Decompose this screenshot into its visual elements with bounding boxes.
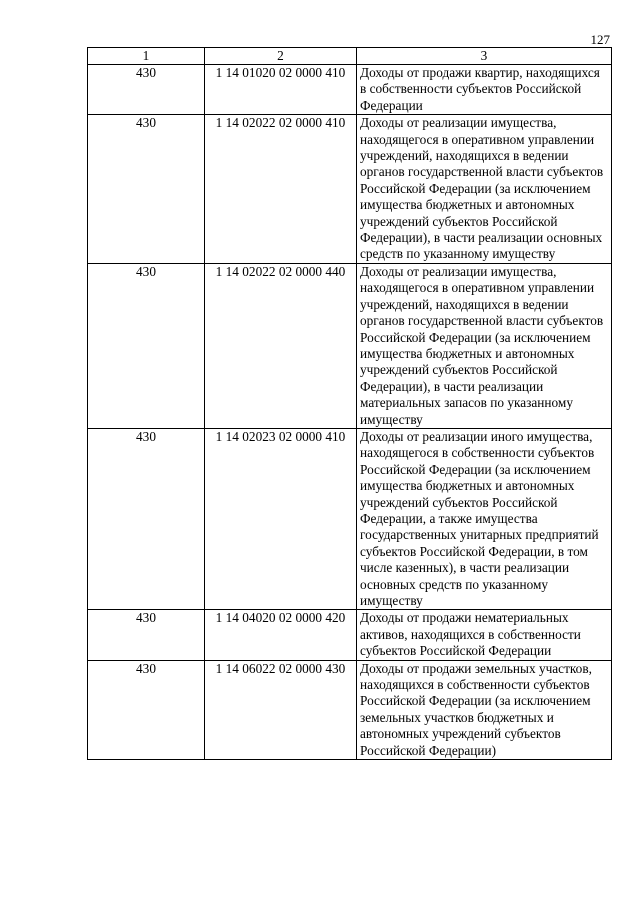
budget-code-cell: 1 14 04020 02 0000 420 — [205, 610, 357, 660]
budget-code-cell: 1 14 06022 02 0000 430 — [205, 660, 357, 759]
budget-code-cell: 1 14 01020 02 0000 410 — [205, 65, 357, 115]
admin-code-cell: 430 — [88, 660, 205, 759]
column-header-3: 3 — [357, 48, 612, 65]
revenue-name-cell: Доходы от реализации имущества, находящегося в оперативном управлении учреждений, находящихся в ведении органов государственной власти субъектов Российской Федерации (за исключением имущества бюджетных и автономных учреждений субъектов Российской Федерации), в части реализации основных средств по указанному имуществу — [357, 115, 612, 264]
table-row — [88, 610, 612, 660]
revenue-name-cell: Доходы от реализации иного имущества, находящегося в собственности субъектов Российской Федерации (за исключением имущества бюджетных и автономных учреждений субъектов Российской Федерации, а также имущества государственных унитарных предприятий субъектов Российской Федерации, в том числе казенных), в части реализации основных средств по указанному имуществу — [357, 428, 612, 609]
revenue-name-cell: Доходы от реализации имущества, находящегося в оперативном управлении учреждений, находящихся в ведении органов государственной власти субъектов Российской Федерации (за исключением имущества бюджетных и автономных учреждений субъектов Российской Федерации), в части реализации материальных запасов по указанному имуществу — [357, 263, 612, 428]
revenue-codes-table — [87, 47, 612, 760]
revenue-name-cell: Доходы от продажи нематериальных активов, находящихся в собственности субъектов Российской Федерации — [357, 610, 612, 660]
admin-code-cell: 430 — [88, 263, 205, 428]
revenue-name-cell: Доходы от продажи земельных участков, находящихся в собственности субъектов Российской Федерации (за исключением земельных участков бюджетных и автономных учреждений субъектов Российской Федерации) — [357, 660, 612, 759]
admin-code-cell: 430 — [88, 115, 205, 264]
column-number-row — [88, 48, 612, 65]
budget-code-cell: 1 14 02022 02 0000 440 — [205, 263, 357, 428]
page-number: 127 — [590, 32, 610, 47]
table-row — [88, 428, 612, 609]
table-row — [88, 65, 612, 115]
column-header-2: 2 — [205, 48, 357, 65]
column-header-1: 1 — [88, 48, 205, 65]
budget-code-cell: 1 14 02023 02 0000 410 — [205, 428, 357, 609]
admin-code-cell: 430 — [88, 610, 205, 660]
table-row — [88, 263, 612, 428]
table-row — [88, 660, 612, 759]
admin-code-cell: 430 — [88, 65, 205, 115]
table-row — [88, 115, 612, 264]
budget-code-cell: 1 14 02022 02 0000 410 — [205, 115, 357, 264]
admin-code-cell: 430 — [88, 428, 205, 609]
revenue-name-cell: Доходы от продажи квартир, находящихся в собственности субъектов Российской Федерации — [357, 65, 612, 115]
